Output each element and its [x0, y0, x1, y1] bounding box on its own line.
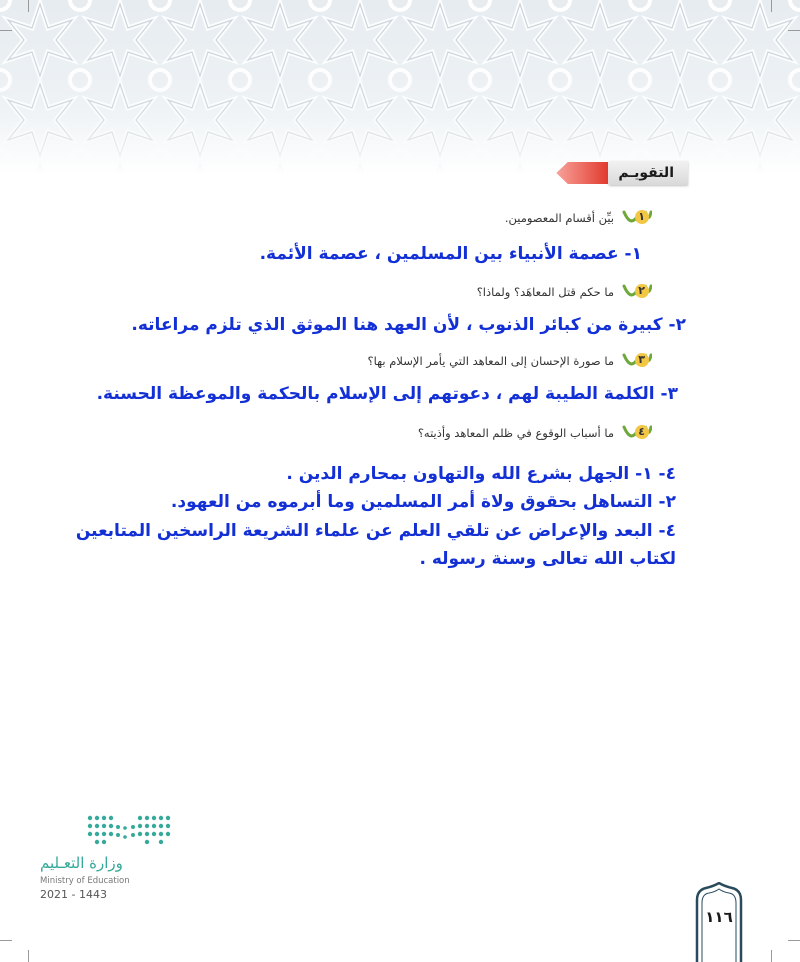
- crop-mark: [0, 940, 12, 941]
- question-3: [368, 351, 653, 371]
- answer-4-line-2: ٢- التساهل بحقوق ولاة أمر المسلمين وما أبرموه من العهود.: [170, 492, 676, 512]
- answer-3: ٣- الكلمة الطيبة لهم ، دعوتهم إلى الإسلام بالحكمة والموعظة الحسنة.: [96, 384, 678, 404]
- question-2: [477, 282, 652, 302]
- question-text: بيِّن أقسام المعصومين.: [504, 211, 614, 225]
- logo-dots-icon: [40, 810, 180, 850]
- page-number-frame: [694, 882, 744, 962]
- question-text: ما أسباب الوقوع في ظلم المعاهد وأذيته؟: [417, 426, 614, 440]
- crop-mark: [28, 0, 29, 12]
- answer-4-line-1: ٤- ١- الجهل بشرع الله والتهاون بمحارم الدين .: [286, 464, 676, 484]
- answer-1: ١- عصمة الأنبياء بين المسلمين ، عصمة الأئمة.: [259, 244, 642, 264]
- section-header: [556, 159, 688, 187]
- ministry-name-ar: وزارة التعـليم: [40, 854, 123, 872]
- crop-mark: [28, 950, 29, 962]
- crop-mark: [771, 0, 772, 12]
- answer-4-line-3: ٤- البعد والإعراض عن تلقي العلم عن علماء الشريعة الراسخين المتابعين: [75, 521, 676, 541]
- question-1: [505, 208, 652, 228]
- crop-mark: [0, 30, 12, 31]
- geometric-pattern-icon: [0, 0, 800, 175]
- crop-mark: [788, 30, 800, 31]
- question-number-icon: ٣: [622, 351, 652, 371]
- header-pattern: [0, 0, 800, 175]
- question-number-icon: ٢: [622, 282, 652, 302]
- ministry-logo: [40, 810, 180, 901]
- question-text: ما حكم قتل المعاهَد؟ ولماذا؟: [476, 285, 614, 299]
- ministry-name-en: Ministry of Education: [40, 876, 130, 886]
- question-number-icon: ٤: [622, 423, 652, 443]
- question-4: [418, 423, 652, 443]
- answer-2: ٢- كبيرة من كبائر الذنوب ، لأن العهد هنا الموثق الذي تلزم مراعاته.: [131, 315, 686, 335]
- edition-years: 2021 - 1443: [40, 888, 107, 901]
- arrow-icon: [556, 162, 608, 184]
- question-text: ما صورة الإحسان إلى المعاهد التي يأمر الإسلام بها؟: [367, 354, 614, 368]
- answer-4-line-4: لكتاب الله تعالى وسنة رسوله .: [419, 549, 676, 569]
- section-title: التقويـم: [608, 161, 688, 185]
- crop-mark: [788, 940, 800, 941]
- crop-mark: [771, 950, 772, 962]
- page-number: ١١٦: [705, 908, 733, 926]
- question-number-icon: ١: [622, 208, 652, 228]
